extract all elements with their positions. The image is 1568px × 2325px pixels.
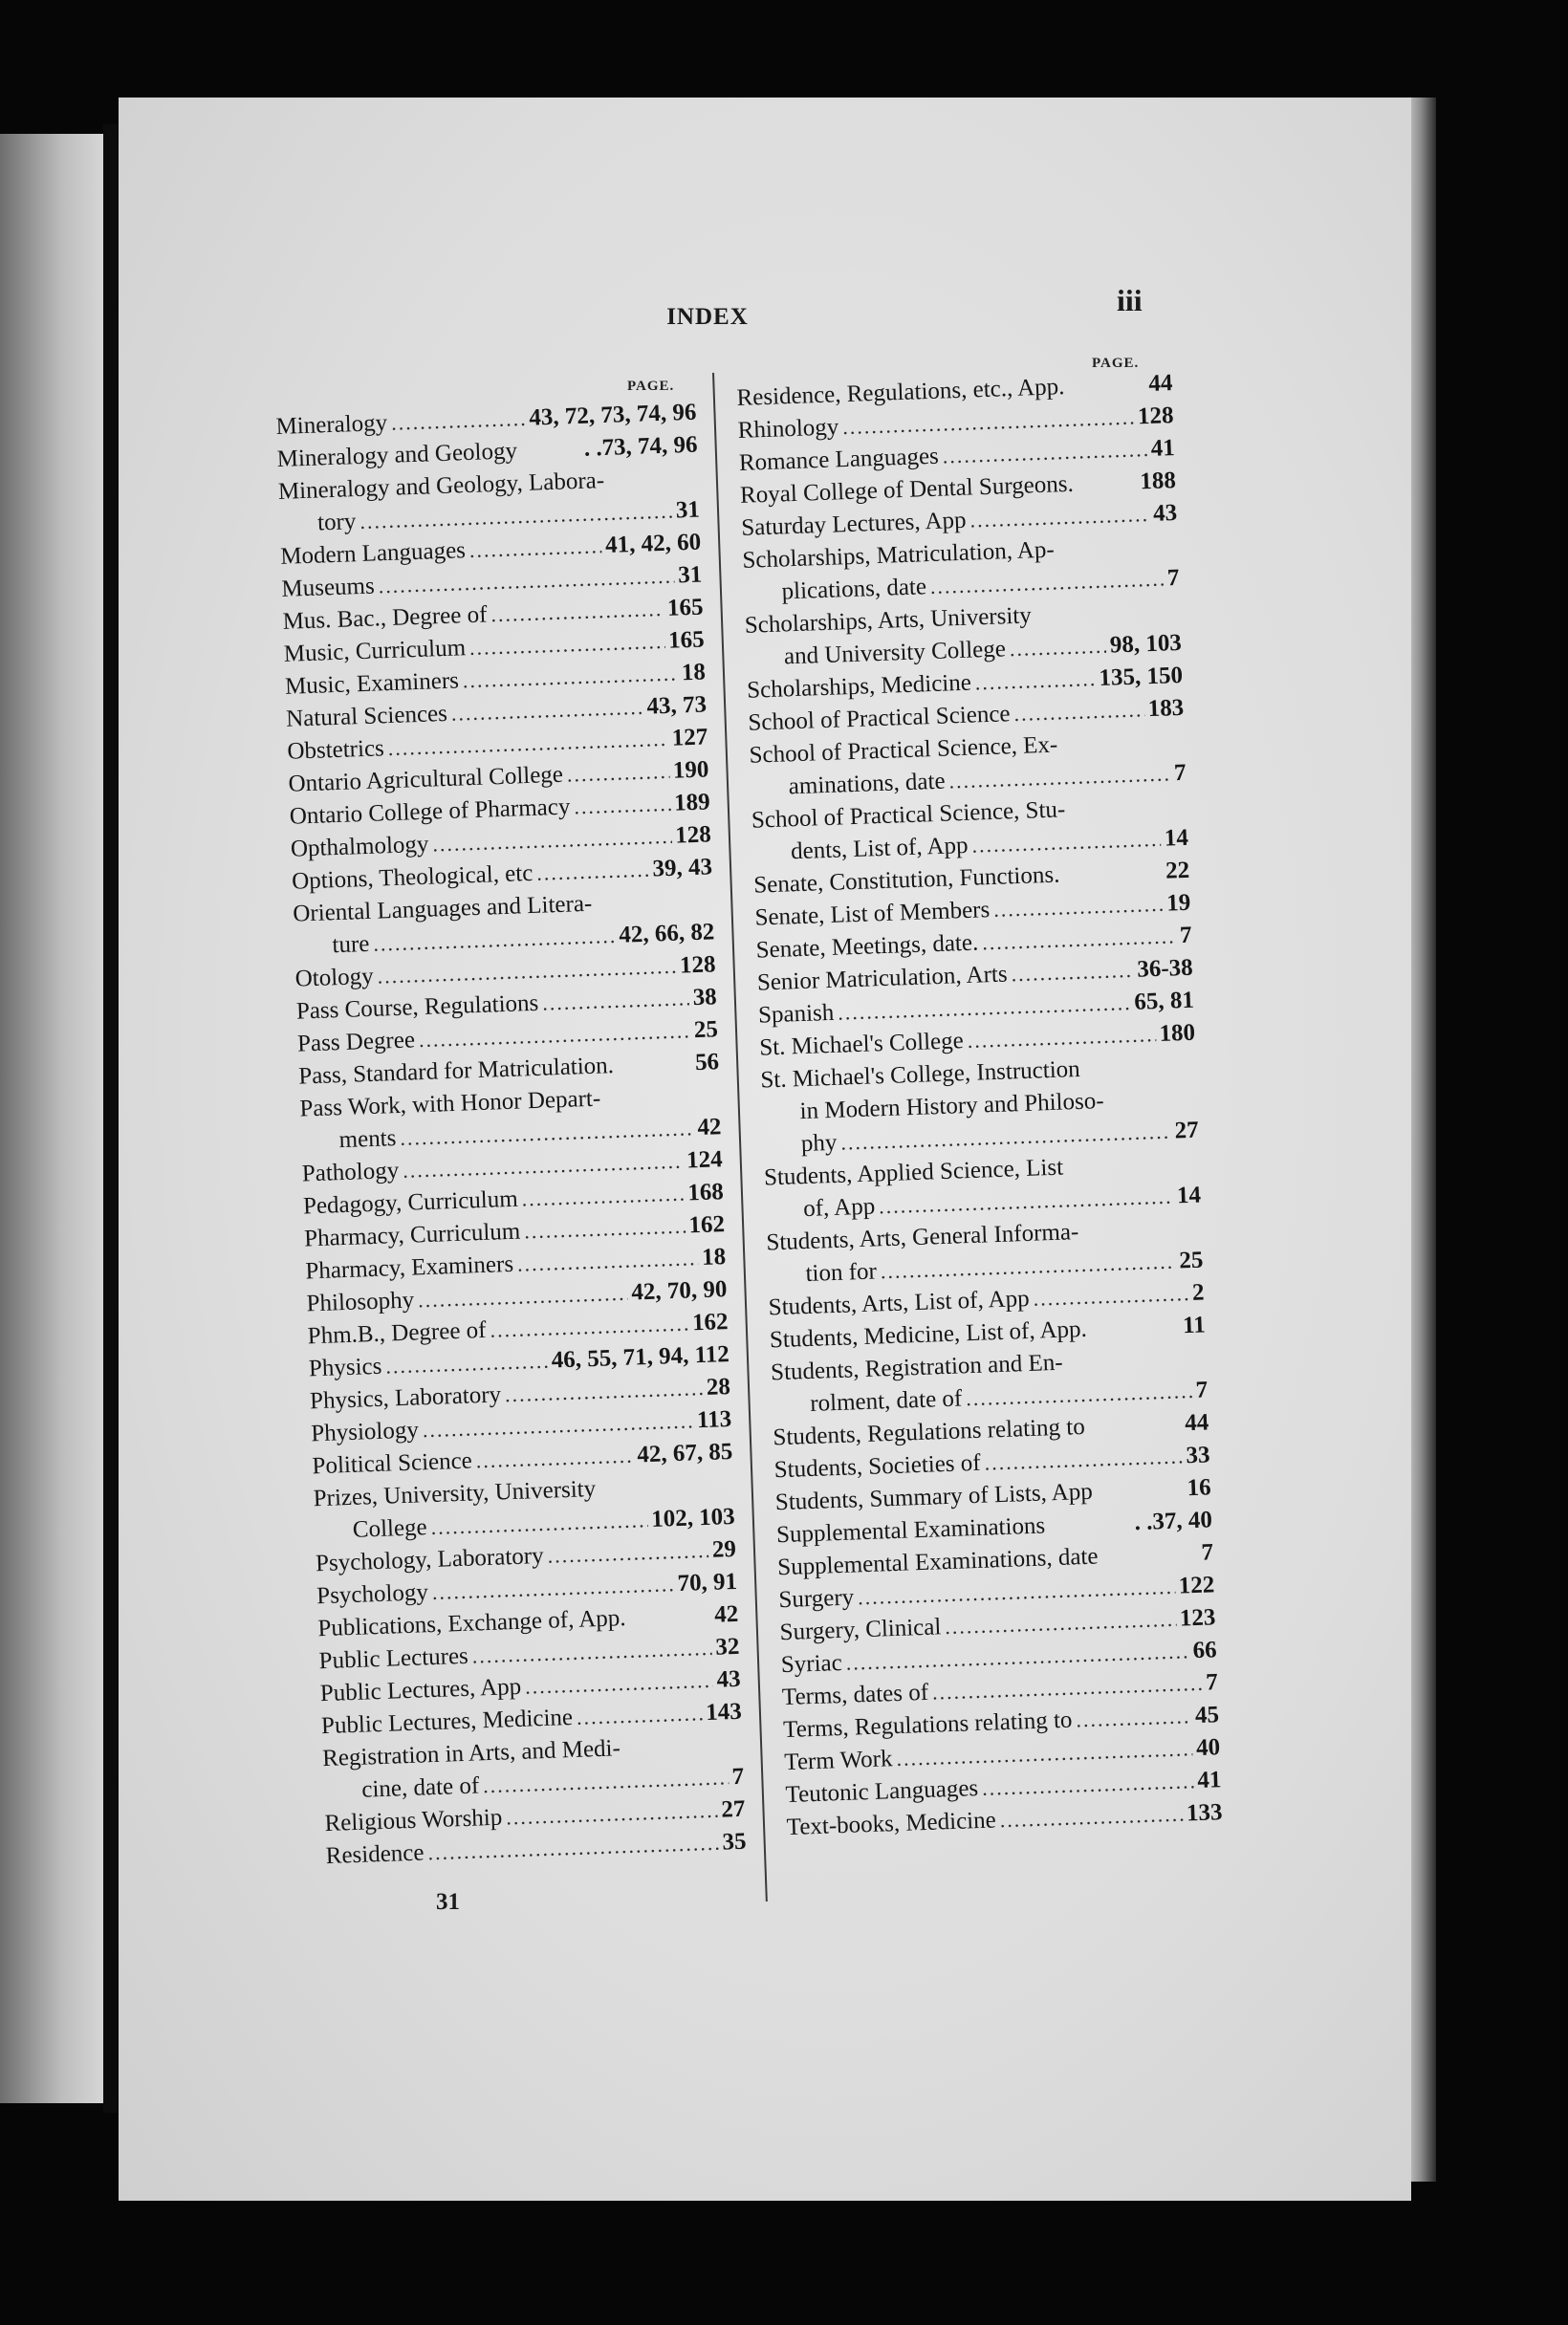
entry-label: School of Practical Science, Stu-: [751, 796, 1066, 834]
entry-label: Students, Societies of: [773, 1449, 982, 1484]
entry-label: ments: [338, 1125, 397, 1154]
entry-label: Physics, Laboratory: [309, 1381, 502, 1415]
entry-label: Students, Arts, General Informa-: [765, 1219, 1079, 1256]
entry-page-ref: 165: [666, 594, 704, 621]
entry-page-ref: 113: [696, 1406, 732, 1434]
entry-page-ref: 33: [1185, 1442, 1210, 1469]
entry-page-ref: 31: [675, 496, 701, 524]
entry-page-ref: 180: [1159, 1019, 1196, 1047]
entry-page-ref: 123: [1179, 1604, 1216, 1632]
entry-page-ref: 42, 66, 82: [618, 919, 715, 948]
entry-page-ref: 183: [1147, 694, 1185, 723]
entry-page-ref: 42, 70, 90: [630, 1276, 728, 1306]
entry-page-ref: 44: [1147, 370, 1173, 397]
entry-label: Phm.B., Degree of: [307, 1316, 487, 1350]
entry-label: Pass, Standard for Matriculation.: [297, 1053, 615, 1090]
leader-dots: [1033, 1277, 1189, 1315]
entry-page-ref: 41: [1150, 435, 1176, 462]
entry-page-ref: 7: [1166, 564, 1180, 592]
entry-label: Pass Degree: [296, 1027, 416, 1057]
entry-page-ref: 42: [696, 1114, 722, 1141]
entry-label: Mineralogy and Geology, Labora-: [277, 467, 605, 505]
entry-label: Pass Work, with Honor Depart-: [299, 1085, 601, 1122]
entry-label: Publications, Exchange of, App.: [317, 1604, 626, 1642]
leader-dots: [391, 402, 526, 440]
entry-page-ref: 44: [1184, 1409, 1209, 1437]
leader-dots: [974, 663, 1096, 699]
entry-page-ref: 2: [1191, 1279, 1205, 1306]
entry-page-ref: 135, 150: [1099, 662, 1184, 691]
entry-label: Pathology: [301, 1157, 400, 1187]
entry-page-ref: 98, 103: [1109, 629, 1183, 659]
entry-page-ref: 122: [1178, 1572, 1215, 1599]
entry-label: Terms, dates of: [781, 1679, 929, 1711]
entry-label: Physiology: [310, 1417, 420, 1447]
entry-page-ref: 56: [694, 1049, 720, 1076]
entry-label: Students, Regulations relating to: [773, 1413, 1086, 1451]
entry-page-ref: 127: [671, 724, 708, 751]
entry-label: Pass Course, Regulations: [295, 989, 539, 1025]
entry-label: Residence, Regulations, etc., App.: [736, 374, 1065, 411]
entry-label: Scholarships, Arts, University: [744, 602, 1033, 639]
entry-label: Public Lectures, App: [319, 1673, 522, 1707]
entry-label: Pharmacy, Curriculum: [303, 1218, 521, 1252]
entry-page-ref: 32: [714, 1633, 740, 1661]
entry-label: Students, Arts, List of, App: [768, 1285, 1031, 1321]
entry-page-ref: 16: [1187, 1474, 1212, 1502]
page-edge-shadow: [1411, 98, 1436, 2182]
entry-page-ref: 43, 73: [646, 691, 708, 720]
entry-page-ref: 27: [720, 1795, 746, 1823]
entry-label: cine, date of: [360, 1772, 480, 1803]
entry-page-ref: 7: [1205, 1669, 1219, 1696]
entry-page-ref: 133: [1186, 1799, 1223, 1827]
entry-label: Pedagogy, Curriculum: [302, 1185, 519, 1220]
leader-dots: [984, 1440, 1183, 1479]
entry-page-ref: 22: [1165, 857, 1190, 884]
entry-label: Supplemental Examinations, date: [776, 1543, 1099, 1581]
entry-label: Surgery: [778, 1584, 855, 1614]
entry-label: Otology: [294, 963, 375, 992]
leader-dots: [566, 755, 669, 792]
entry-label: Senior Matriculation, Arts: [756, 961, 1009, 996]
entry-label: Students, Medicine, List of, App.: [769, 1315, 1088, 1354]
entry-label: Teutonic Languages: [785, 1775, 979, 1809]
entry-label: Philosophy: [306, 1287, 415, 1317]
leader-dots: [967, 1018, 1156, 1057]
leader-dots: [1013, 693, 1144, 730]
entry-page-ref: 66: [1192, 1637, 1218, 1664]
entry-page-ref: 124: [686, 1146, 724, 1174]
entry-page-ref: 36-38: [1136, 954, 1194, 983]
entry-label: Saturday Lectures, App: [740, 507, 968, 541]
entry-label: Mineralogy and Geology: [276, 438, 518, 472]
entry-page-ref: 43: [716, 1665, 742, 1693]
entry-label: Students, Summary of Lists, App: [774, 1478, 1094, 1516]
entry-page-ref: 42, 67, 85: [636, 1438, 733, 1468]
entry-label: Ontario Agricultural College: [288, 761, 564, 797]
leader-dots: [1009, 630, 1106, 666]
entry-label: St. Michael's College, Instruction: [760, 1055, 1081, 1094]
entry-page-ref: 39, 43: [651, 854, 713, 882]
entry-label: Residence: [325, 1839, 425, 1870]
entry-label: Senate, Constitution, Functions.: [752, 861, 1060, 899]
entry-page-ref: 41: [1196, 1767, 1222, 1794]
entry-label: aminations, date: [788, 768, 947, 800]
entry-label: Students, Registration and En-: [770, 1349, 1063, 1386]
entry-page-ref: 27: [1174, 1117, 1200, 1144]
entry-label: ture: [332, 930, 370, 959]
entry-label: Religious Worship: [324, 1804, 503, 1837]
entry-page-ref: 165: [667, 626, 706, 654]
entry-label: Public Lectures, Medicine: [320, 1704, 574, 1740]
entry-label: Ontario College of Pharmacy: [289, 793, 571, 830]
entry-page-ref: 42: [713, 1600, 739, 1628]
entry-page-ref: 168: [686, 1179, 725, 1206]
leader-dots: [971, 823, 1162, 862]
entry-label: Music, Examiners: [284, 667, 460, 700]
entry-page-ref: 189: [673, 789, 711, 816]
entry-label: Scholarships, Medicine: [746, 669, 972, 704]
entry-page-ref: 102, 103: [650, 1503, 736, 1532]
entry-page-ref: 45: [1194, 1702, 1220, 1729]
entry-page-ref: 28: [706, 1374, 731, 1401]
entry-page-ref: 7: [1179, 922, 1192, 949]
entry-label: Students, Applied Science, List: [763, 1154, 1064, 1191]
leader-dots: [574, 788, 671, 823]
page-number: iii: [1117, 283, 1143, 317]
index-column-left: [275, 397, 747, 1873]
entry-page-ref: 188: [1139, 467, 1177, 495]
entry-page-ref: 128: [679, 951, 716, 979]
column-heading-left: PAGE.: [627, 379, 675, 394]
entry-label: and University College: [783, 636, 1007, 670]
entry-label: Surgery, Clinical: [779, 1614, 942, 1646]
leader-dots: [969, 498, 1150, 537]
entry-page-ref: 25: [1178, 1247, 1204, 1274]
leader-dots: [576, 1697, 702, 1734]
entry-label: Scholarships, Matriculation, Ap-: [742, 536, 1056, 574]
leader-dots: [468, 530, 601, 567]
entry-label: Spanish: [757, 999, 835, 1029]
entry-page-ref: 11: [1182, 1312, 1207, 1339]
entry-label: Royal College of Dental Surgeons.: [739, 470, 1075, 509]
leader-dots: [1076, 1700, 1192, 1736]
entry-label: tion for: [805, 1258, 878, 1288]
leader-dots: [1011, 954, 1134, 990]
entry-page-ref: . .73, 74, 96: [583, 431, 698, 462]
entry-page-ref: 41, 42, 60: [604, 529, 702, 559]
entry-page-ref: 190: [672, 756, 709, 784]
entry-page-ref: 65, 81: [1133, 987, 1195, 1015]
entry-label: Senate, List of Members: [754, 897, 991, 931]
entry-label: Political Science: [312, 1447, 473, 1480]
entry-label: School of Practical Science, Ex-: [749, 731, 1058, 769]
entry-page-ref: 162: [688, 1211, 726, 1239]
entry-label: Mineralogy: [275, 409, 388, 440]
entry-page-ref: 14: [1176, 1182, 1202, 1209]
entry-label: Terms, Regulations relating to: [782, 1706, 1073, 1744]
entry-label: Term Work: [783, 1746, 893, 1776]
entry-page-ref: 31: [677, 561, 703, 589]
entry-label: Natural Sciences: [285, 700, 448, 732]
entry-page-ref: 7: [1195, 1377, 1209, 1403]
entry-page-ref: 128: [1137, 402, 1174, 430]
entry-label: in Modern History and Philoso-: [799, 1088, 1104, 1125]
entry-page-ref: 29: [711, 1535, 737, 1563]
entry-page-ref: 7: [1173, 759, 1187, 787]
signature-mark: 31: [436, 1889, 460, 1915]
entry-label: St. Michael's College: [758, 1028, 965, 1061]
entry-label: Psychology: [316, 1579, 429, 1610]
book-gutter: [103, 124, 119, 2113]
entry-page-ref: 162: [691, 1309, 730, 1336]
entry-page-ref: 40: [1195, 1734, 1221, 1762]
entry-label: Psychology, Laboratory: [315, 1542, 545, 1577]
entry-page-ref: 18: [701, 1244, 727, 1271]
left-page-edge: [0, 134, 103, 2103]
leader-dots: [475, 1440, 634, 1478]
entry-page-ref: 43, 72, 73, 74, 96: [528, 399, 697, 431]
entry-label: Public Lectures: [318, 1642, 469, 1675]
entry-page-ref: 70, 91: [677, 1568, 738, 1597]
entry-label: Pharmacy, Examiners: [304, 1250, 514, 1285]
entry-label: Rhinology: [737, 414, 839, 444]
entry-page-ref: 7: [1201, 1539, 1214, 1566]
entry-page-ref: 19: [1165, 889, 1191, 917]
page-title: INDEX: [666, 304, 749, 330]
entry-label: Senate, Meetings, date.: [755, 929, 979, 964]
column-heading-right: PAGE.: [1092, 356, 1140, 371]
entry-label: tory: [316, 509, 357, 536]
entry-label: Romance Languages: [738, 443, 940, 476]
leader-dots: [999, 1798, 1184, 1837]
entry-label: phy: [800, 1129, 838, 1158]
entry-label: Syriac: [780, 1649, 843, 1679]
entry-page-ref: 46, 55, 71, 94, 112: [551, 1341, 730, 1374]
entry-label: Supplemental Examinations: [775, 1512, 1046, 1549]
entry-label: School of Practical Science: [747, 701, 1011, 736]
entry-label: Registration in Arts, and Medi-: [321, 1735, 621, 1772]
entry-label: Obstetrics: [286, 735, 385, 765]
entry-page-ref: 7: [731, 1763, 745, 1791]
entry-page-ref: 14: [1164, 824, 1189, 852]
entry-page-ref: . .37, 40: [1134, 1507, 1213, 1536]
entry-label: Options, Theological, etc: [291, 859, 534, 895]
entry-label: Prizes, University, University: [313, 1475, 597, 1512]
entry-label: of, App: [802, 1193, 876, 1223]
entry-label: Opthalmology: [290, 831, 429, 862]
entry-page-ref: 128: [674, 821, 712, 849]
entry-label: College: [352, 1514, 428, 1543]
entry-label: Oriental Languages and Litera-: [292, 890, 593, 927]
entry-label: Modern Languages: [279, 537, 467, 570]
entry-label: Text-books, Medicine: [786, 1807, 997, 1841]
entry-page-ref: 18: [681, 659, 707, 686]
entry-label: plications, date: [781, 574, 927, 605]
leader-dots: [536, 854, 649, 890]
entry-page-ref: 35: [722, 1828, 747, 1856]
entry-label: Mus. Bac., Degree of: [282, 601, 488, 635]
entry-page-ref: 38: [692, 984, 718, 1011]
entry-page-ref: 143: [705, 1698, 743, 1727]
index-column-right: [736, 367, 1223, 1844]
entry-label: dents, List of, App: [790, 832, 969, 865]
entry-label: rolment, date of: [809, 1385, 963, 1417]
entry-page-ref: 25: [693, 1016, 719, 1044]
entry-label: Music, Curriculum: [283, 635, 467, 667]
entry-label: Physics: [308, 1353, 382, 1382]
entry-page-ref: 43: [1152, 500, 1178, 527]
entry-label: Museums: [281, 573, 376, 602]
leader-dots: [542, 982, 690, 1019]
